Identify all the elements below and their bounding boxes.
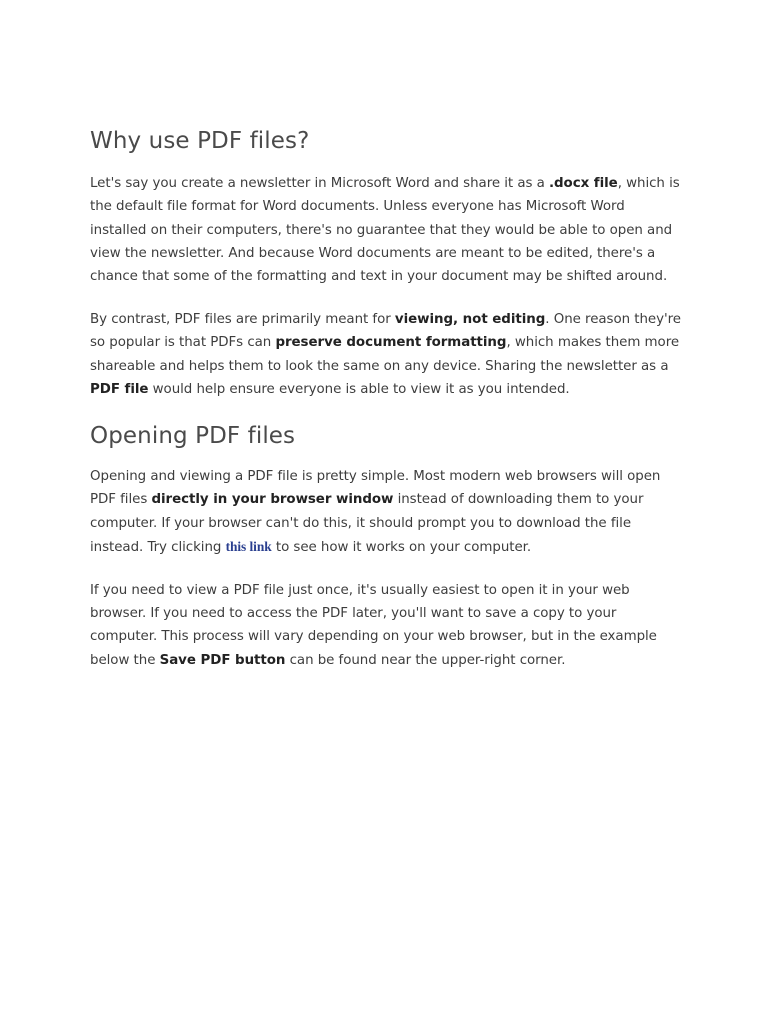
section-heading-why-use-pdf: Why use PDF files? xyxy=(90,128,310,154)
bold-term-viewing-not-editing: viewing, not editing xyxy=(394,311,546,327)
paragraph-pdf-contrast xyxy=(90,308,682,401)
text-run: By contrast, PDF files are primarily meant for xyxy=(90,311,395,327)
text-run: Opening and viewing a PDF file is pretty simple. Most modern web browsers will open PDF files xyxy=(90,469,661,508)
this-link[interactable]: this link xyxy=(225,539,272,555)
text-run: If you need to view a PDF file just once, it's usually easiest to open it in your web browser. If you need to access the PDF later, you'll want to save a copy to your computer. This process will vary depending on your web browser, but in the example below the xyxy=(90,582,657,668)
section-heading-opening-pdf: Opening PDF files xyxy=(90,423,296,450)
bold-term-docx-file: .docx file xyxy=(548,176,618,191)
text-run: Let's say you create a newsletter in Microsoft Word and share it as a xyxy=(90,176,549,191)
bold-term-pdf-file: PDF file xyxy=(90,381,149,397)
paragraph-docx-newsletter xyxy=(90,172,682,288)
text-run: , which makes them more shareable and helps them to look the same on any device. Sharing the newsletter as a xyxy=(90,335,680,374)
text-run: to see how it works on your computer. xyxy=(271,540,532,556)
paragraph-opening-viewing xyxy=(90,465,682,559)
text-run: can be found near the upper-right corner. xyxy=(285,652,566,668)
bold-term-browser-window: directly in your browser window xyxy=(151,492,394,508)
text-run: , which is the default file format for Word documents. Unless everyone has Microsoft Word installed on their computers, there's no guarantee that they would be able to open and view the newsletter. And because Word documents are meant to be edited, there's a chance that some of the formatting and text in your document may be shifted around. xyxy=(90,176,680,285)
bold-term-save-pdf-button: Save PDF button xyxy=(159,652,286,668)
article-content xyxy=(90,128,682,672)
text-run: . One reason they're so popular is that PDFs can xyxy=(90,311,681,351)
text-run: would help ensure everyone is able to view it as you intended. xyxy=(148,381,570,397)
text-run: instead of downloading them to your computer. If your browser can't do this, it should prompt you to download the file instead. Try clicking xyxy=(90,492,644,556)
bold-term-preserve-formatting: preserve document formatting xyxy=(275,335,507,351)
paragraph-save-copy xyxy=(90,579,682,672)
